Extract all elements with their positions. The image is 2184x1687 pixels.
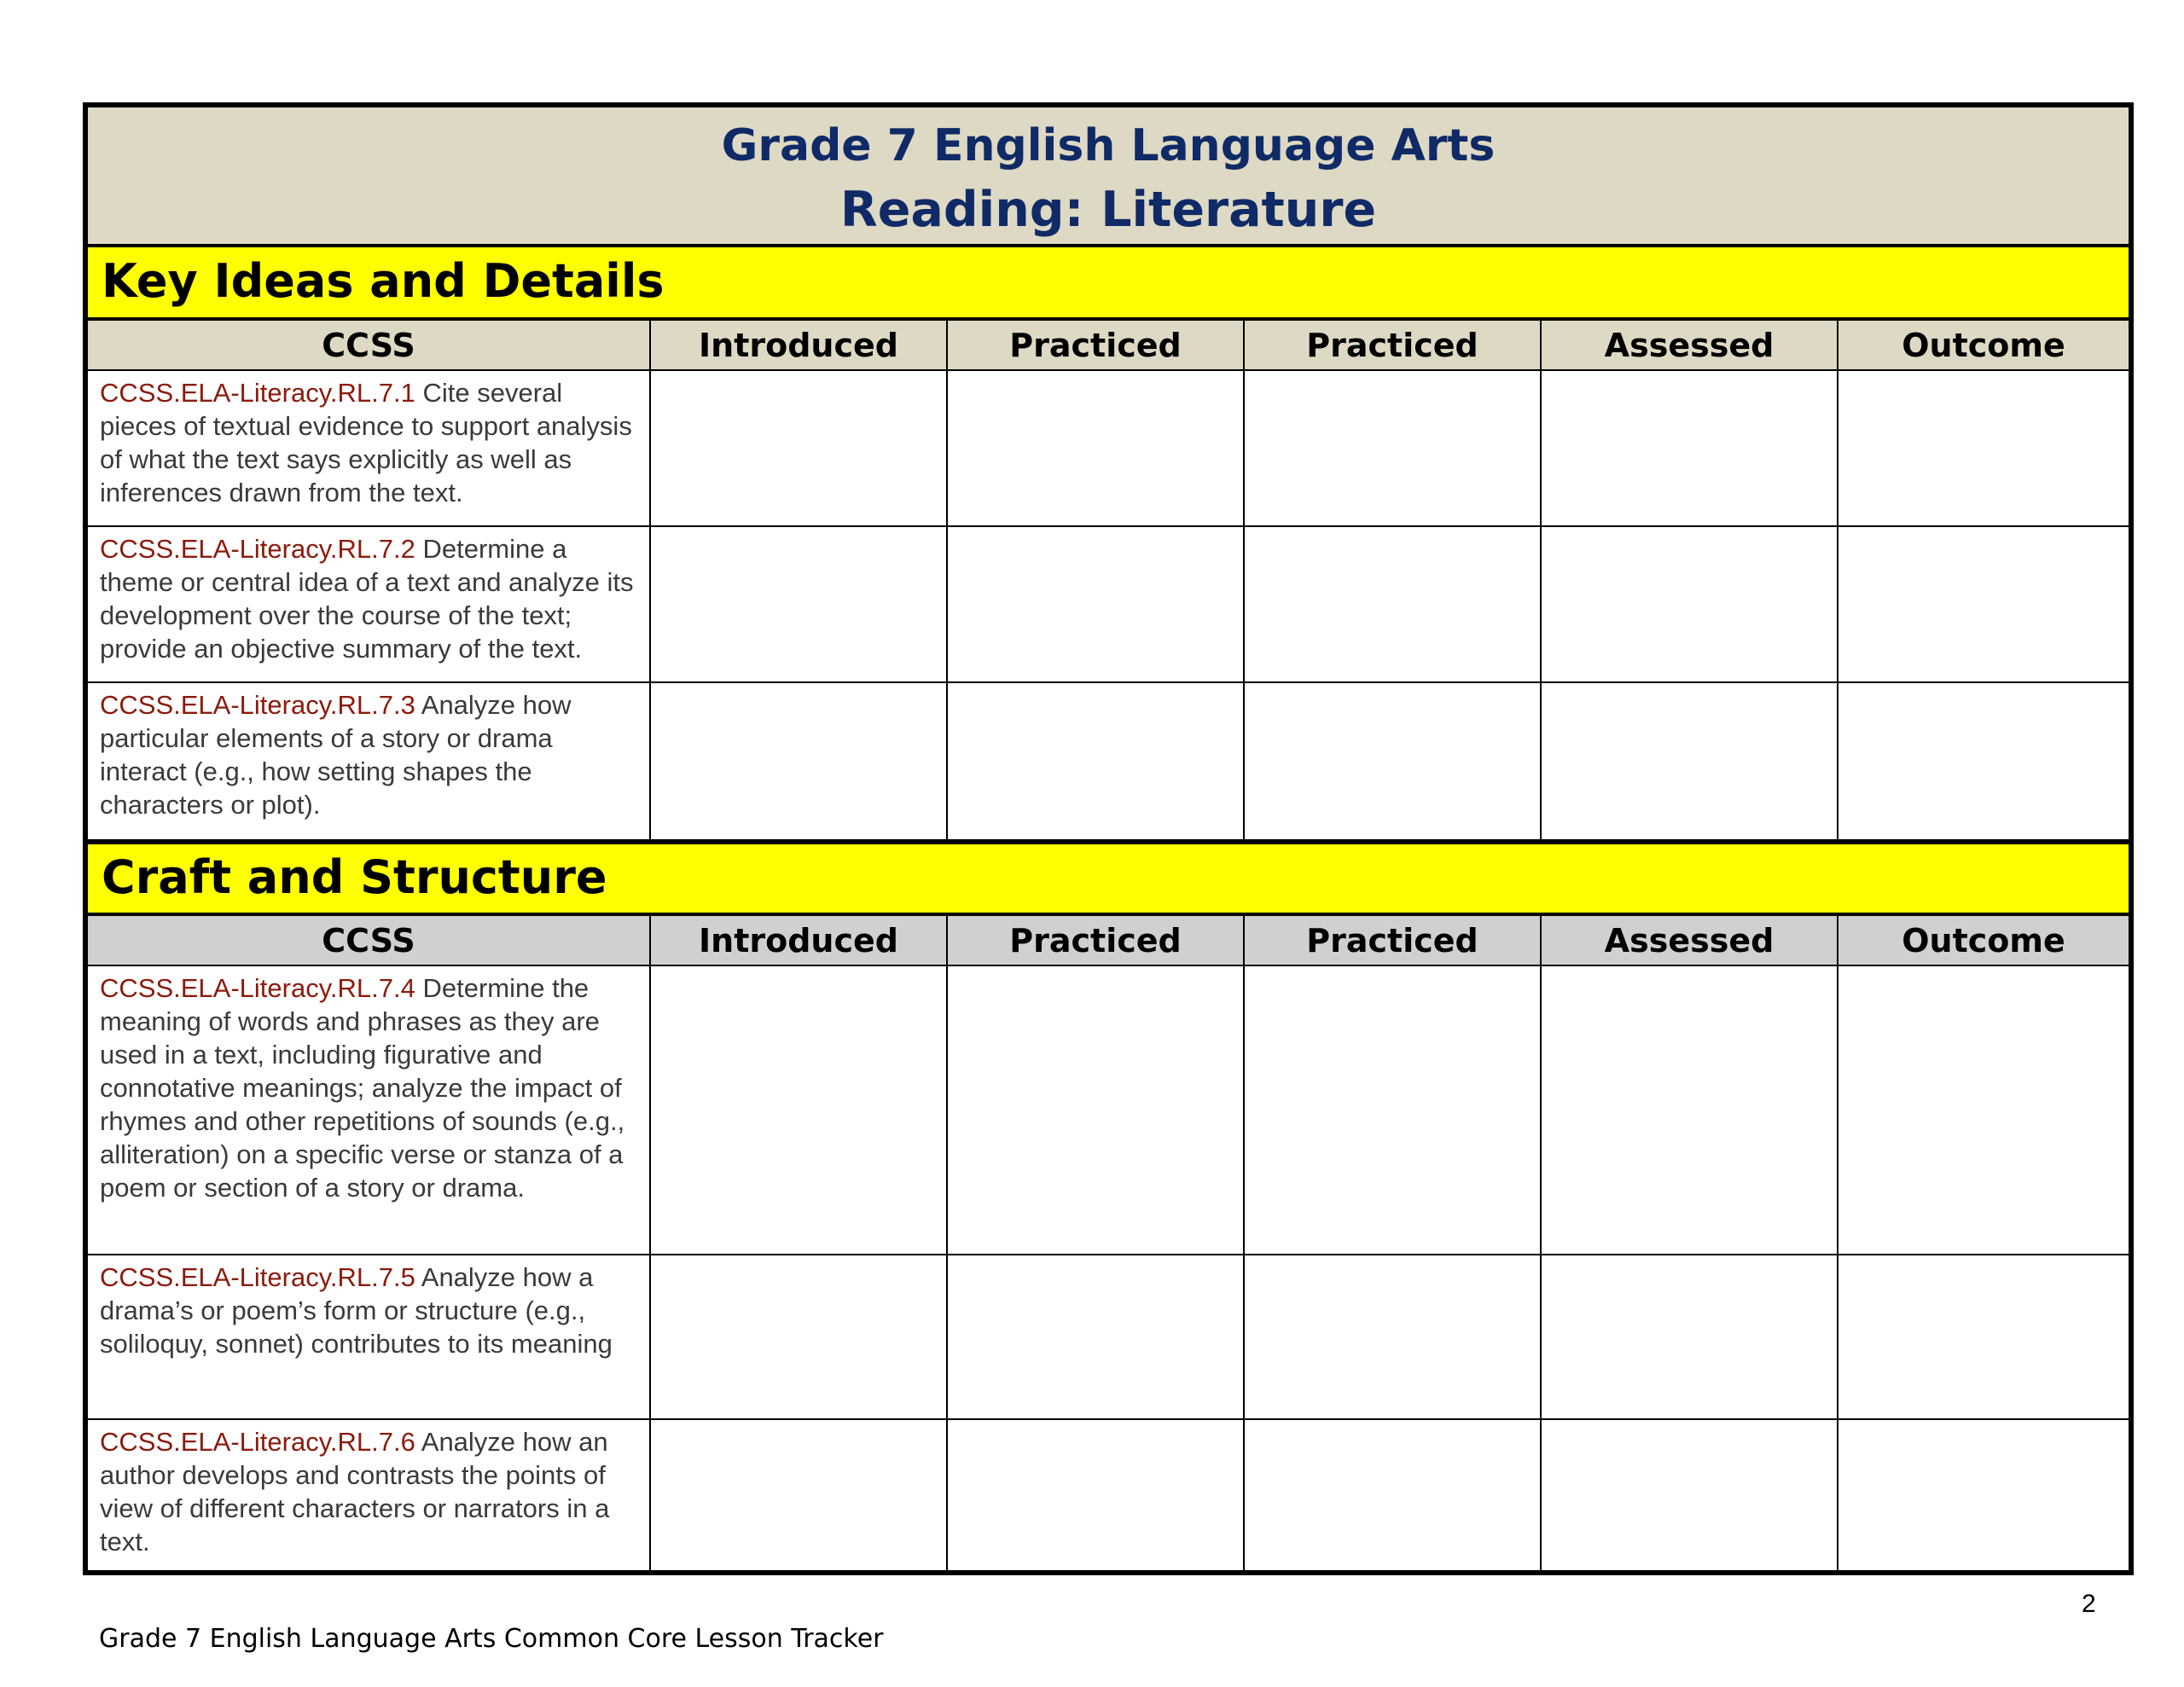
page-number: 2 xyxy=(2082,1590,2096,1618)
table-row xyxy=(88,966,2129,1255)
table-row xyxy=(88,1420,2129,1570)
outcome-cell[interactable] xyxy=(1838,966,2129,1254)
introduced-cell[interactable] xyxy=(651,527,948,681)
outcome-cell[interactable] xyxy=(1838,1255,2129,1418)
outcome-cell[interactable] xyxy=(1838,683,2129,839)
standard-text: Analyze how particular elements of a story or drama interact (e.g., how setting shapes the characters or plot). xyxy=(100,690,572,820)
standard-text: Determine a theme or central idea of a text and analyze its development over the course of the text; provide an objective summary of the text. xyxy=(100,534,634,664)
standard-code: CCSS.ELA-Literacy.RL.7.2 xyxy=(100,534,415,564)
practiced-cell[interactable] xyxy=(948,966,1245,1254)
standard-code: CCSS.ELA-Literacy.RL.7.6 xyxy=(100,1427,415,1457)
introduced-cell[interactable] xyxy=(651,966,948,1254)
introduced-cell[interactable] xyxy=(651,371,948,525)
assessed-cell[interactable] xyxy=(1542,371,1838,525)
introduced-cell[interactable] xyxy=(651,1255,948,1418)
practiced-cell[interactable] xyxy=(948,1255,1245,1418)
section-heading-key-ideas: Key Ideas and Details xyxy=(88,247,2129,321)
standard-text: Analyze how a drama’s or poem’s form or structure (e.g., soliloquy, sonnet) contributes to its meaning xyxy=(100,1262,613,1359)
section-heading-craft-structure: Craft and Structure xyxy=(88,839,2129,916)
standard-code: CCSS.ELA-Literacy.RL.7.1 xyxy=(100,378,415,408)
document-subtitle: Reading: Literature xyxy=(839,182,1377,238)
standard-text: Cite several pieces of textual evidence to support analysis of what the text says explicitly as well as inferences drawn from the text. xyxy=(100,378,632,507)
practiced-cell[interactable] xyxy=(948,371,1245,525)
page-footer: Grade 7 English Language Arts Common Core Lesson Tracker xyxy=(99,1624,884,1654)
practiced-cell[interactable] xyxy=(948,527,1245,681)
lesson-tracker-table xyxy=(83,102,2134,1575)
column-header-row xyxy=(88,321,2129,371)
column-header-ccss: CCSS xyxy=(88,916,651,965)
standard-cell xyxy=(88,683,651,839)
standard-cell xyxy=(88,966,651,1254)
standard-code: CCSS.ELA-Literacy.RL.7.3 xyxy=(100,690,415,720)
standard-code: CCSS.ELA-Literacy.RL.7.4 xyxy=(100,973,415,1003)
assessed-cell[interactable] xyxy=(1542,1420,1838,1570)
standard-cell xyxy=(88,1420,651,1570)
table-row xyxy=(88,1255,2129,1420)
standard-code: CCSS.ELA-Literacy.RL.7.5 xyxy=(100,1262,415,1292)
assessed-cell[interactable] xyxy=(1542,683,1838,839)
column-header-outcome: Outcome xyxy=(1902,326,2065,364)
table-row xyxy=(88,371,2129,527)
practiced-cell-2[interactable] xyxy=(1245,527,1542,681)
practiced-cell-2[interactable] xyxy=(1245,1420,1542,1570)
column-header-practiced: Practiced xyxy=(948,321,1245,369)
standard-cell xyxy=(88,371,651,525)
outcome-cell[interactable] xyxy=(1838,1420,2129,1570)
standard-cell xyxy=(88,1255,651,1418)
assessed-cell[interactable] xyxy=(1542,1255,1838,1418)
practiced-cell-2[interactable] xyxy=(1245,683,1542,839)
column-header-outcome: Outcome xyxy=(1902,921,2065,959)
standard-cell xyxy=(88,527,651,681)
column-header-ccss: CCSS xyxy=(88,321,651,369)
assessed-cell[interactable] xyxy=(1542,966,1838,1254)
column-header-row xyxy=(88,916,2129,966)
table-row xyxy=(88,527,2129,683)
column-header-introduced: Introduced xyxy=(651,916,948,965)
introduced-cell[interactable] xyxy=(651,683,948,839)
standard-text: Analyze how an author develops and contrasts the points of view of different characters or narrators in a text. xyxy=(100,1427,610,1557)
column-header-assessed: Assessed xyxy=(1542,321,1838,369)
table-row xyxy=(88,683,2129,839)
column-header-practiced-2: Practiced xyxy=(1245,321,1542,369)
column-header-practiced-2: Practiced xyxy=(1245,916,1542,965)
practiced-cell-2[interactable] xyxy=(1245,371,1542,525)
column-header-introduced: Introduced xyxy=(651,321,948,369)
practiced-cell[interactable] xyxy=(948,683,1245,839)
column-header-assessed: Assessed xyxy=(1542,916,1838,965)
outcome-cell[interactable] xyxy=(1838,371,2129,525)
standard-text: Determine the meaning of words and phrases as they are used in a text, including figurative and connotative meanings; analyze the impact of rhymes and other repetitions of sounds (e.g., alliteration) on a specific verse or stanza of a poem or section of a story or drama. xyxy=(100,973,625,1203)
assessed-cell[interactable] xyxy=(1542,527,1838,681)
introduced-cell[interactable] xyxy=(651,1420,948,1570)
title-band xyxy=(88,107,2129,247)
practiced-cell[interactable] xyxy=(948,1420,1245,1570)
practiced-cell-2[interactable] xyxy=(1245,1255,1542,1418)
column-header-practiced: Practiced xyxy=(948,916,1245,965)
outcome-cell[interactable] xyxy=(1838,527,2129,681)
document-title: Grade 7 English Language Arts xyxy=(721,120,1496,171)
practiced-cell-2[interactable] xyxy=(1245,966,1542,1254)
